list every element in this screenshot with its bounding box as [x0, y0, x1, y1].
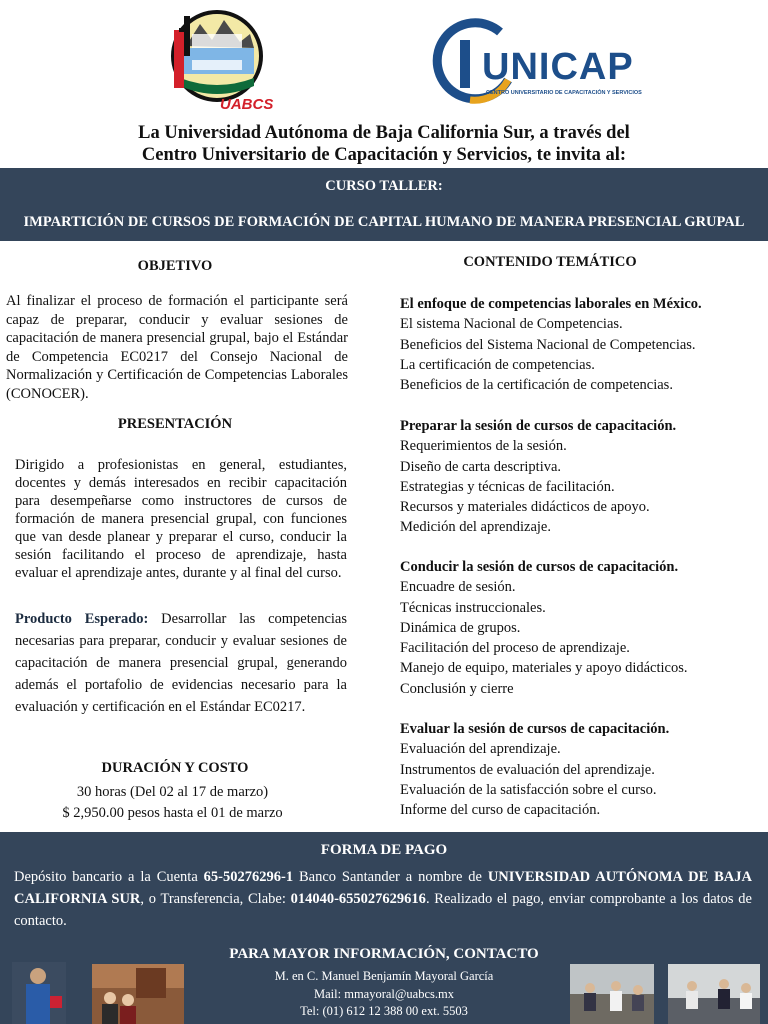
topic-item: Beneficios del Sistema Nacional de Competencias.: [400, 336, 696, 353]
contact-name: M. en C. Manuel Benjamín Mayoral García: [274, 969, 494, 983]
header: [0, 0, 768, 168]
producto-esperado-label: Producto Esperado:: [15, 611, 149, 627]
topic-item: Estrategias y técnicas de facilitación.: [400, 478, 615, 495]
invitation-text: [0, 122, 768, 166]
bank-account-number: 65-50276296-1: [203, 869, 294, 885]
pago-text: , o Transferencia, Clabe:: [140, 891, 291, 907]
contacto-title: PARA MAYOR INFORMACIÓN, CONTACTO: [229, 946, 539, 962]
topic-item: Facilitación del proceso de aprendizaje.: [400, 640, 630, 657]
unicap-logo: [430, 18, 640, 110]
topic-item: La certificación de competencias.: [400, 356, 595, 373]
clabe-number: 014040-655027629616: [290, 891, 426, 907]
topic-item: Informe del curso de capacitación.: [400, 802, 601, 819]
duracion-title: DURACIÓN Y COSTO: [101, 760, 249, 776]
topic-block: [400, 294, 768, 395]
pago-text: Banco Santander a nombre de: [293, 869, 488, 885]
beneficiary-name: UNIVERSIDAD AUTÓNOMA DE BAJA CALIFORNIA SUR: [14, 869, 753, 907]
topic-item: Técnicas instruccionales.: [400, 599, 546, 616]
pago-text: Depósito bancario a la Cuenta: [14, 869, 204, 885]
topic-item: Manejo de equipo, materiales y apoyo didácticos.: [400, 660, 688, 677]
contact-phone: Tel: (01) 612 12 388 00 ext. 5503: [300, 1004, 468, 1018]
topic-block: [400, 557, 768, 699]
pago-text: . Realizado el pago, enviar comprobante a los datos de contacto.: [14, 891, 752, 929]
duracion-hours: 30 horas (Del 02 al 17 de marzo): [76, 784, 269, 800]
contact-email[interactable]: Mail: mmayoral@uabcs.mx: [314, 987, 454, 1001]
presentacion-text: Dirigido a profesionistas en general, estudiantes, docentes y demás interesados en recibir capacitación para desempeñarse como instructores de cursos de formación de manera presencial grupal, con funciones que van desde planear y preparar el curso, conducir la sesión facilitando el proceso de aprendizaje, hasta evaluar el aprendizaje antes, durante y al final del curso.: [15, 457, 347, 581]
topic-heading: Conducir la sesión de cursos de capacitación.: [400, 559, 679, 575]
topic-item: Medición del aprendizaje.: [400, 519, 551, 536]
presentacion-title: PRESENTACIÓN: [117, 416, 233, 432]
producto-esperado: [15, 608, 347, 718]
topic-block: [400, 416, 768, 538]
topic-block: [400, 719, 768, 820]
topic-item: El sistema Nacional de Competencias.: [400, 316, 623, 333]
topic-item: Beneficios de la certificación de competencias.: [400, 377, 673, 394]
invitation-line-1: La Universidad Autónoma de Baja California Sur, a través del: [138, 123, 630, 143]
uabcs-logo: [170, 6, 274, 118]
topic-item: Evaluación de la satisfacción sobre el curso.: [400, 781, 657, 798]
contenido-title: CONTENIDO TEMÁTICO: [463, 254, 637, 270]
topic-item: Diseño de carta descriptiva.: [400, 458, 562, 475]
topic-item: Encuadre de sesión.: [400, 579, 516, 596]
topic-heading: Preparar la sesión de cursos de capacitación.: [400, 418, 677, 434]
duracion-price: $ 2,950.00 pesos hasta el 01 de marzo: [62, 805, 283, 821]
course-banner: [0, 168, 768, 241]
uabcs-logo-text: UABCS: [220, 96, 274, 113]
topic-item: Conclusión y cierre: [400, 680, 514, 697]
topic-item: Recursos y materiales didácticos de apoyo.: [400, 499, 650, 516]
forma-de-pago-text: [14, 866, 752, 932]
unicap-logo-subtitle: CENTRO UNIVERSITARIO DE CAPACITACIÓN Y SERVICIOS: [486, 90, 642, 96]
objetivo-text: Al finalizar el proceso de formación el participante será capaz de preparar, conducir y evaluar sesiones de capacitación de manera presencial grupal, bajo el Estándar de Competencia EC0217 del Consejo Nacional de Normalización y Certificación de Competencias Laborales (CONOCER).: [6, 293, 348, 402]
topic-item: Evaluación del aprendizaje.: [400, 741, 561, 758]
topic-item: Dinámica de grupos.: [400, 619, 521, 636]
unicap-logo-text: UNICAP: [482, 46, 634, 88]
topic-heading: Evaluar la sesión de cursos de capacitación.: [400, 721, 670, 737]
topic-heading: El enfoque de competencias laborales en México.: [400, 296, 702, 312]
objetivo-title: OBJETIVO: [137, 258, 213, 274]
invitation-line-2: Centro Universitario de Capacitación y Servicios, te invita al:: [141, 145, 627, 165]
topic-item: Instrumentos de evaluación del aprendizaje.: [400, 761, 655, 778]
producto-esperado-text: Desarrollar las competencias necesarias para preparar, conducir y evaluar sesiones de capacitación de manera presencial grupal, generando además el portafolio de evidencias necesario para la evaluación y certificación en el Estándar EC0217.: [15, 611, 347, 715]
forma-de-pago-title: FORMA DE PAGO: [320, 842, 448, 858]
course-title: IMPARTICIÓN DE CURSOS DE FORMACIÓN DE CAPITAL HUMANO DE MANERA PRESENCIAL GRUPAL: [23, 214, 745, 230]
topic-item: Requerimientos de la sesión.: [400, 438, 567, 455]
course-type: CURSO TALLER:: [325, 178, 443, 194]
